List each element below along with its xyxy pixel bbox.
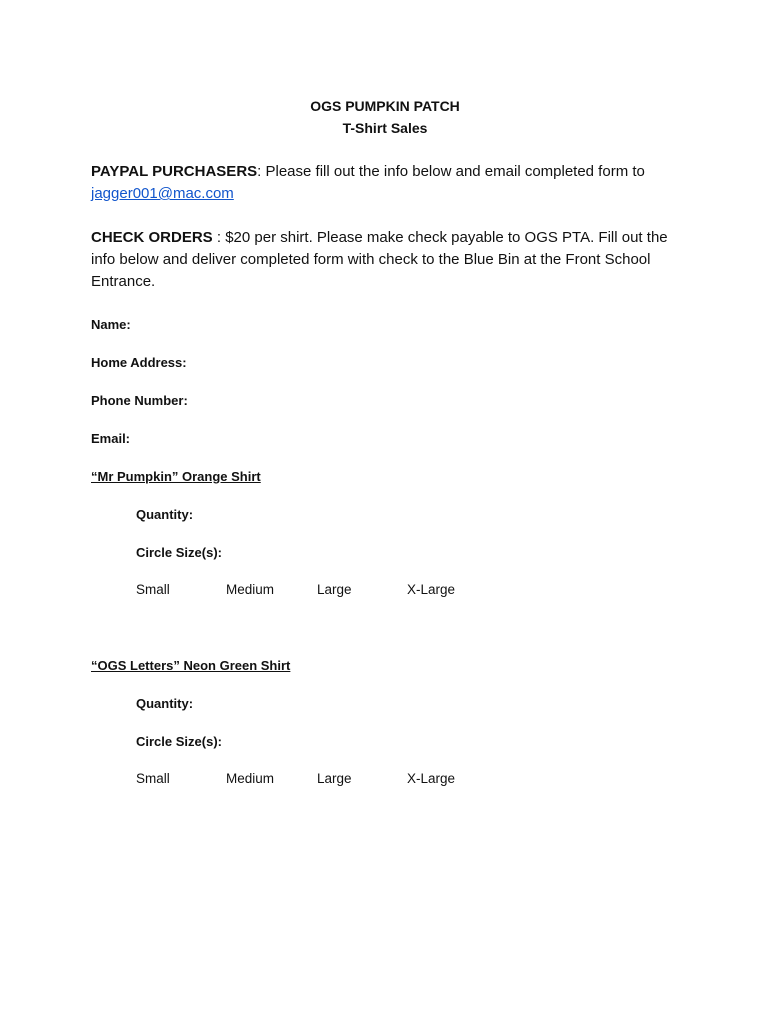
green-size-large: Large (317, 771, 352, 786)
orange-shirt-title: “Mr Pumpkin” Orange Shirt (91, 469, 261, 484)
green-size-medium: Medium (226, 771, 275, 786)
check-instructions (91, 227, 691, 293)
home-address-field-label: Home Address: (91, 355, 187, 370)
orange-size-xlarge: X-Large (407, 582, 456, 597)
paypal-text: : Please fill out the info below and email completed form to (257, 163, 645, 180)
green-size-xlarge: X-Large (407, 771, 456, 786)
orange-size-medium: Medium (226, 582, 275, 597)
email-link[interactable]: jagger001@mac.com (91, 185, 234, 202)
document-subtitle: T-Shirt Sales (342, 120, 428, 136)
orange-shirt-size-label: Circle Size(s): (136, 545, 222, 560)
green-shirt-size-label: Circle Size(s): (136, 734, 222, 749)
orange-shirt-quantity-label: Quantity: (136, 507, 194, 522)
title-block (0, 95, 770, 139)
check-label: CHECK ORDERS (91, 229, 213, 246)
email-field-label: Email: (91, 431, 131, 446)
orange-size-large: Large (317, 582, 352, 597)
green-size-small: Small (136, 771, 170, 786)
name-field-label: Name: (91, 317, 131, 332)
phone-number-field-label: Phone Number: (91, 393, 188, 408)
paypal-label: PAYPAL PURCHASERS (91, 163, 258, 180)
paypal-instructions (91, 161, 691, 205)
check-text: : $20 per shirt. Please make check payable to OGS PTA. Fill out the info below and deliver completed form with check to the Blue Bin at the Front School Entrance. (91, 229, 668, 290)
green-shirt-title: “OGS Letters” Neon Green Shirt (91, 658, 291, 673)
document-title: OGS PUMPKIN PATCH (310, 98, 460, 114)
green-shirt-quantity-label: Quantity: (136, 696, 194, 711)
orange-size-small: Small (136, 582, 170, 597)
